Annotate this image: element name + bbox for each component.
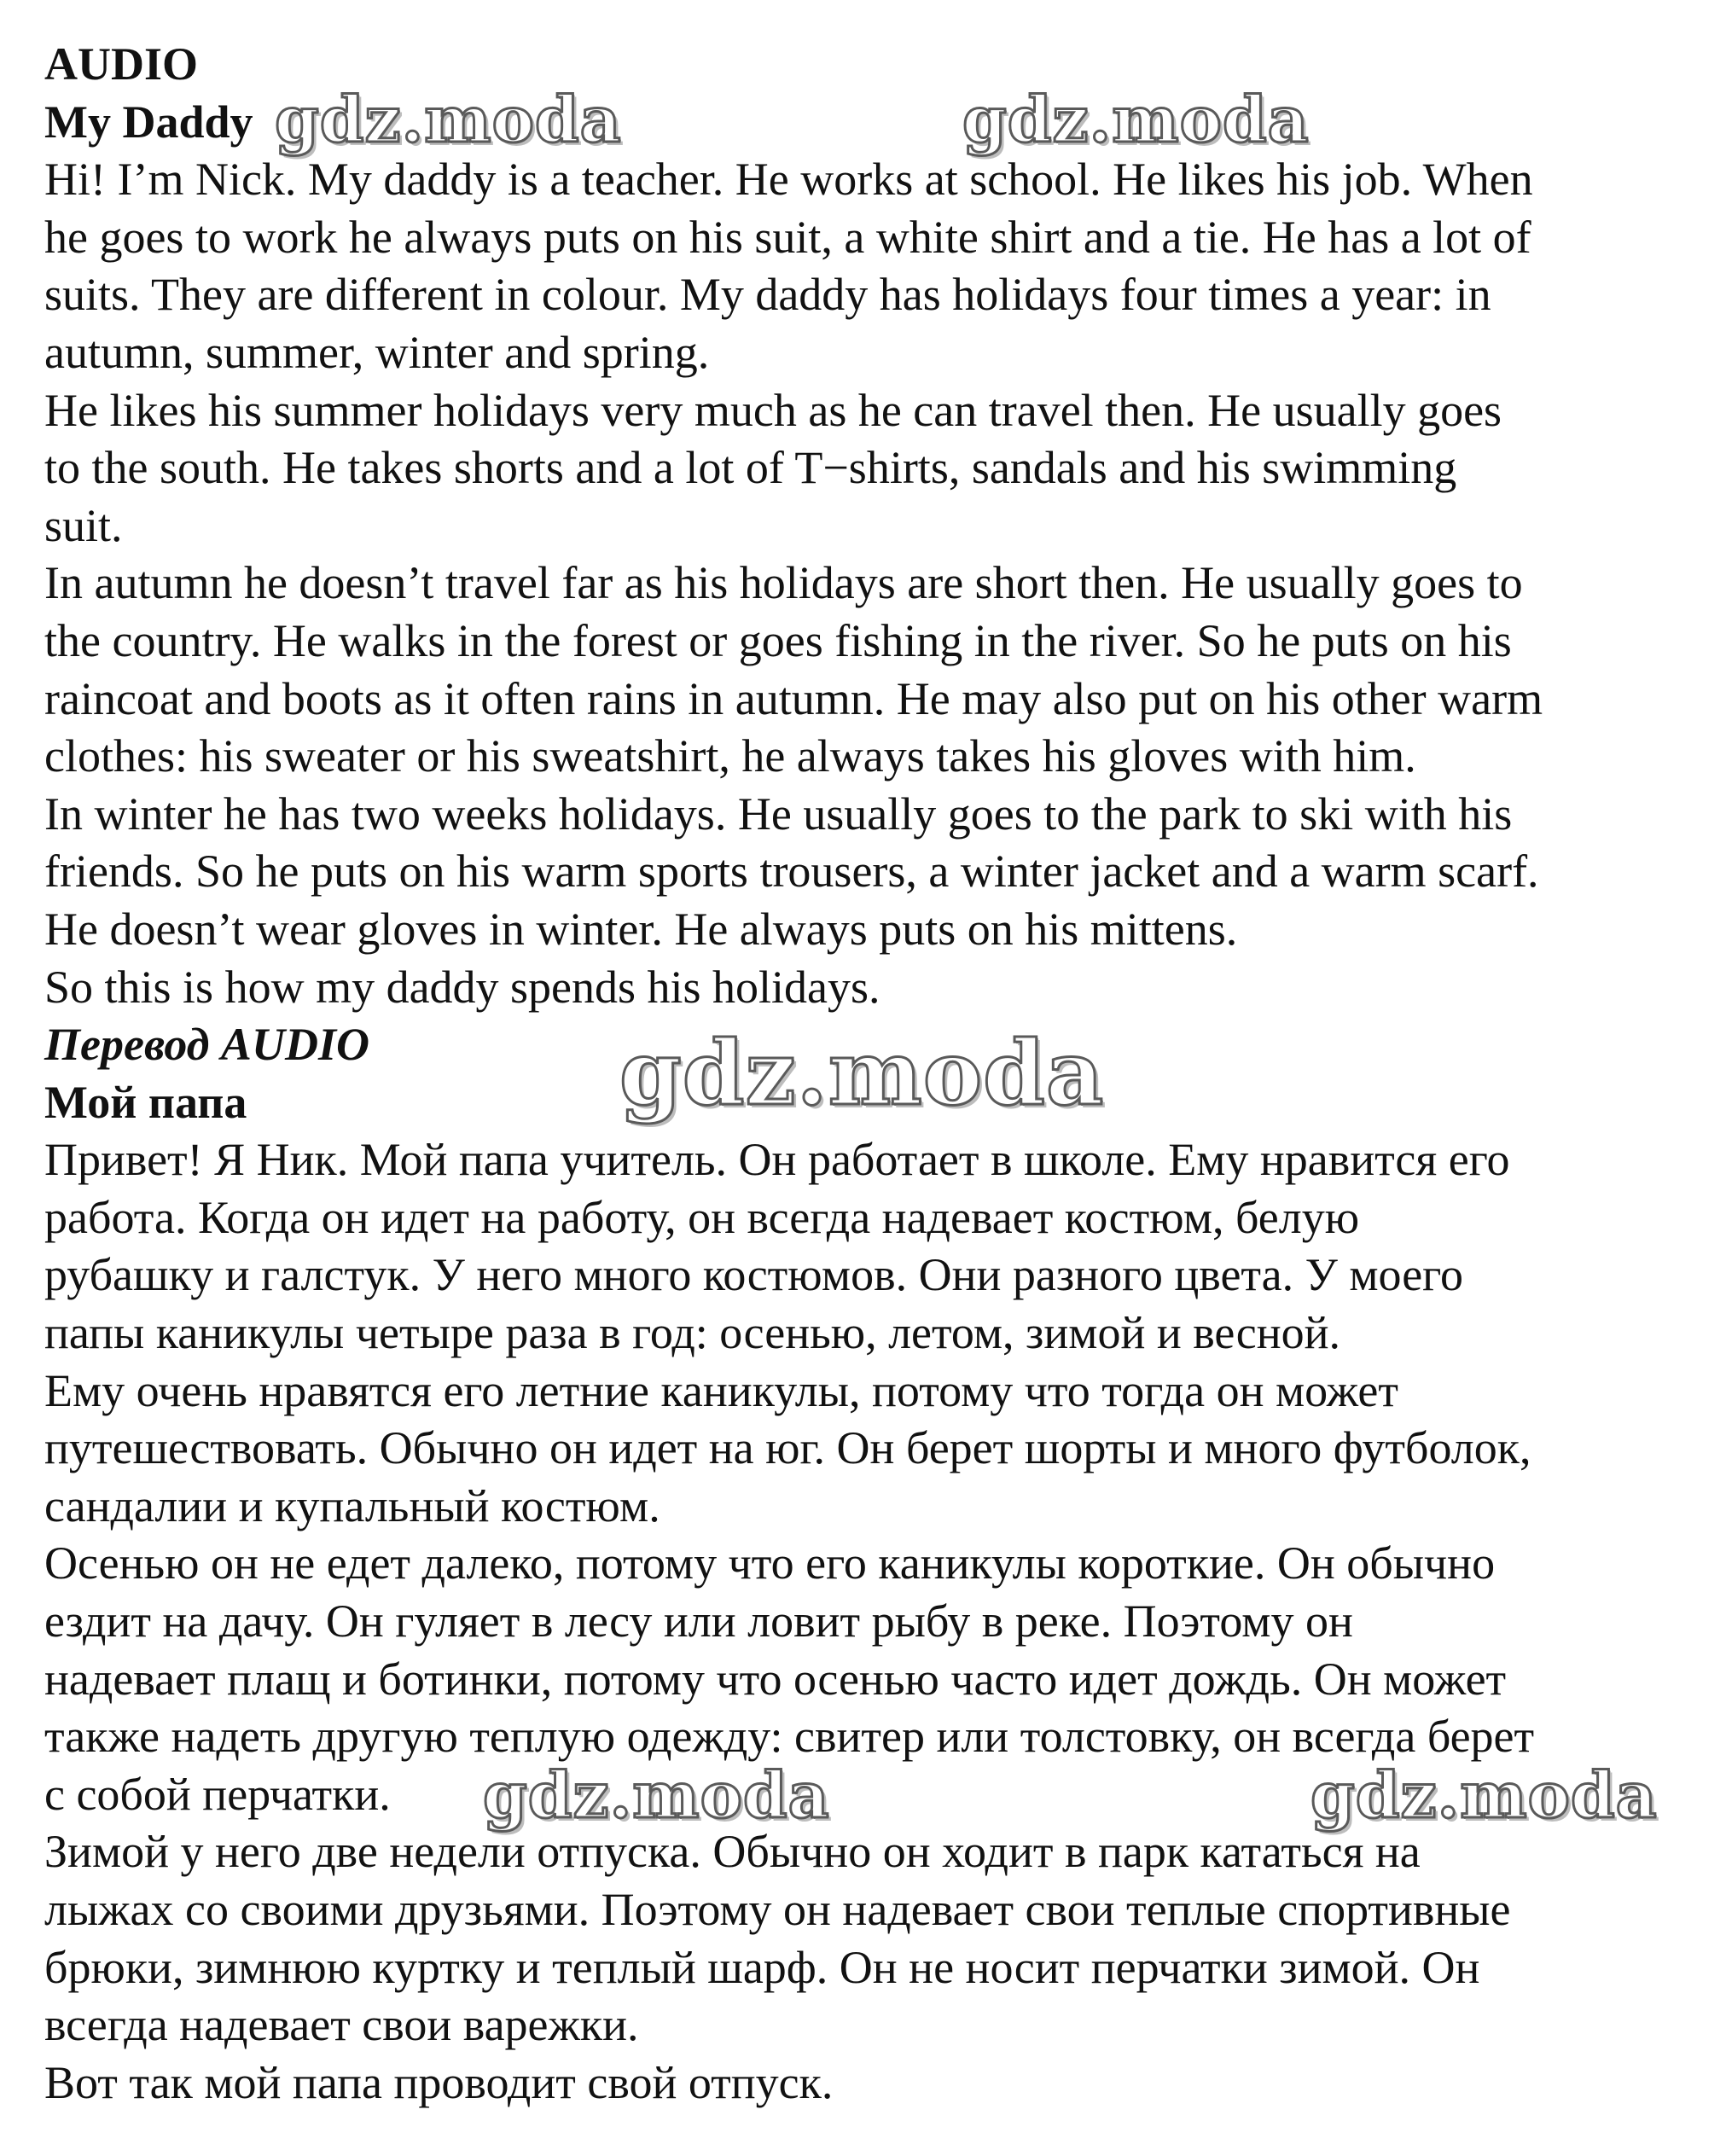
text-line: suit. [44,499,123,551]
text-line: clothes: his sweater or his sweatshirt, he always takes his gloves with him. [44,730,1416,782]
text-line: путешествовать. Обычно он идет на юг. Он берет шорты и много футболок, [44,1422,1531,1474]
text-title-russian: Мой папа [44,1076,247,1128]
text-line: работа. Когда он идет на работу, он всегда надевает костюм, белую [44,1191,1360,1243]
text-line: папы каникулы четыре раза в год: осенью, летом, зимой и весной. [44,1307,1341,1359]
russian-text [44,1131,1708,2112]
text-line: he goes to work he always puts on his suit, a white shirt and a tie. He has a lot of [44,211,1531,263]
text-line: autumn, summer, winter and spring. [44,326,710,378]
text-line: In autumn he doesn’t travel far as his holidays are short then. He usually goes to [44,557,1523,609]
text-line: the country. He walks in the forest or goes fishing in the river. So he puts on his [44,614,1512,666]
watermark: gdz.moda [619,1020,1105,1125]
text-line: Вот так мой папа проводит свой отпуск. [44,2056,834,2108]
text-line: He likes his summer holidays very much as he can travel then. He usually goes [44,384,1502,436]
text-line: In winter he has two weeks holidays. He usually goes to the park to ski with his [44,787,1513,840]
document-page [44,36,1708,2112]
text-line: рубашку и галстук. У него много костюмов. Они разного цвета. У моего [44,1249,1463,1301]
text-line: He doesn’t wear gloves in winter. He always puts on his mittens. [44,903,1238,955]
text-line: Осенью он не едет далеко, потому что его каникулы короткие. Он обычно [44,1537,1496,1589]
text-title-english: My Daddy [44,96,253,148]
watermark: gdz.moda [483,1759,830,1833]
text-line: friends. So he puts on his warm sports trousers, a winter jacket and a warm scarf. [44,846,1539,898]
text-line: to the south. He takes shorts and a lot of T−shirts, sandals and his swimming [44,442,1457,494]
text-line: Hi! I’m Nick. My daddy is a teacher. He works at school. He likes his job. When [44,154,1533,206]
text-line: брюки, зимнюю куртку и теплый шарф. Он не носит перчатки зимой. Он [44,1941,1480,1993]
text-line: raincoat and boots as it often rains in autumn. He may also put on his other warm [44,672,1543,724]
english-text [44,151,1708,1016]
text-line: с собой перчатки. [44,1768,391,1820]
text-line: Привет! Я Ник. Мой папа учитель. Он работает в школе. Ему нравится его [44,1134,1510,1186]
text-line: надевает плащ и ботинки, потому что осенью часто идет дождь. Он может [44,1653,1507,1705]
text-line: также надеть другую теплую одежду: свитер или толстовку, он всегда берет [44,1711,1535,1763]
section-label-translation: Перевод AUDIO [44,1019,369,1071]
watermark: gdz.moda [1310,1759,1658,1833]
text-line: Ему очень нравятся его летние каникулы, потому что тогда он может [44,1364,1398,1416]
watermark: gdz.moda [962,84,1310,157]
text-line: So this is how my daddy spends his holidays. [44,961,880,1013]
text-line: ездит на дачу. Он гуляет в лесу или ловит рыбу в реке. Поэтому он [44,1595,1353,1648]
watermark: gdz.moda [275,84,622,157]
section-label-english: AUDIO [44,38,199,90]
text-line: Зимой у него две недели отпуска. Обычно он ходит в парк кататься на [44,1826,1421,1878]
text-line: лыжах со своими друзьями. Поэтому он надевает свои теплые спортивные [44,1884,1511,1935]
text-line: всегда надевает свои варежки. [44,1999,639,2051]
text-line: сандалии и купальный костюм. [44,1479,660,1531]
text-line: suits. They are different in colour. My daddy has holidays four times a year: in [44,269,1491,321]
